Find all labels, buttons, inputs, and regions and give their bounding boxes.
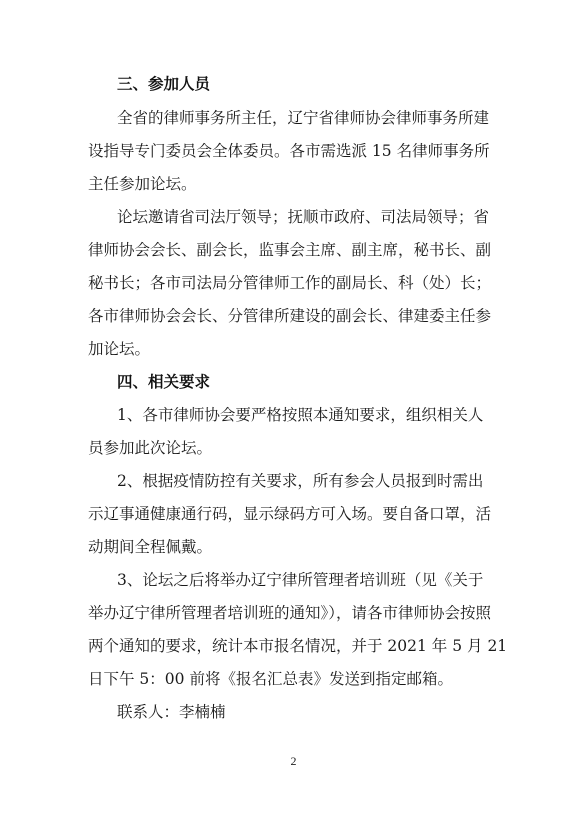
section-heading-participants: 三、参加人员	[117, 75, 211, 93]
paragraph-line: 举办辽宁律所管理者培训班的通知》），请各市律师协会按照	[88, 604, 492, 622]
paragraph-line: 秘书长；各市司法局分管律师工作的副局长、科（处）长；	[88, 274, 492, 292]
paragraph-line: 律师协会会长、副会长，监事会主席、副主席，秘书长、副	[88, 241, 492, 259]
paragraph-line: 主任参加论坛。	[88, 175, 197, 193]
section-heading-requirements: 四、相关要求	[117, 373, 211, 391]
paragraph-line: 设指导专门委员会全体委员。各市需选派 15 名律师事务所	[88, 142, 490, 160]
paragraph-line: 示辽事通健康通行码，显示绿码方可入场。要自备口罩，活	[88, 505, 492, 523]
paragraph-line: 2、根据疫情防控有关要求，所有参会人员报到时需出	[117, 472, 484, 490]
paragraph-line: 加论坛。	[88, 340, 151, 358]
paragraph-line: 全省的律师事务所主任，辽宁省律师协会律师事务所建	[117, 109, 490, 127]
paragraph-line: 日下午 5：00 前将《报名汇总表》发送到指定邮箱。	[88, 670, 453, 688]
paragraph-line: 1、各市律师协会要严格按照本通知要求，组织相关人	[117, 406, 484, 424]
paragraph-line: 动期间全程佩戴。	[88, 538, 213, 556]
paragraph-line: 员参加此次论坛。	[88, 439, 213, 457]
paragraph-line: 论坛邀请省司法厅领导；抚顺市政府、司法局领导；省	[117, 208, 490, 226]
contact-person: 联系人：李楠楠	[117, 703, 226, 721]
paragraph-line: 两个通知的要求，统计本市报名情况，并于 2021 年 5 月 21	[88, 637, 508, 655]
page-number: 2	[290, 754, 297, 768]
paragraph-line: 各市律师协会会长、分管律所建设的副会长、律建委主任参	[88, 307, 492, 325]
paragraph-line: 3、论坛之后将举办辽宁律所管理者培训班（见《关于	[117, 571, 484, 589]
